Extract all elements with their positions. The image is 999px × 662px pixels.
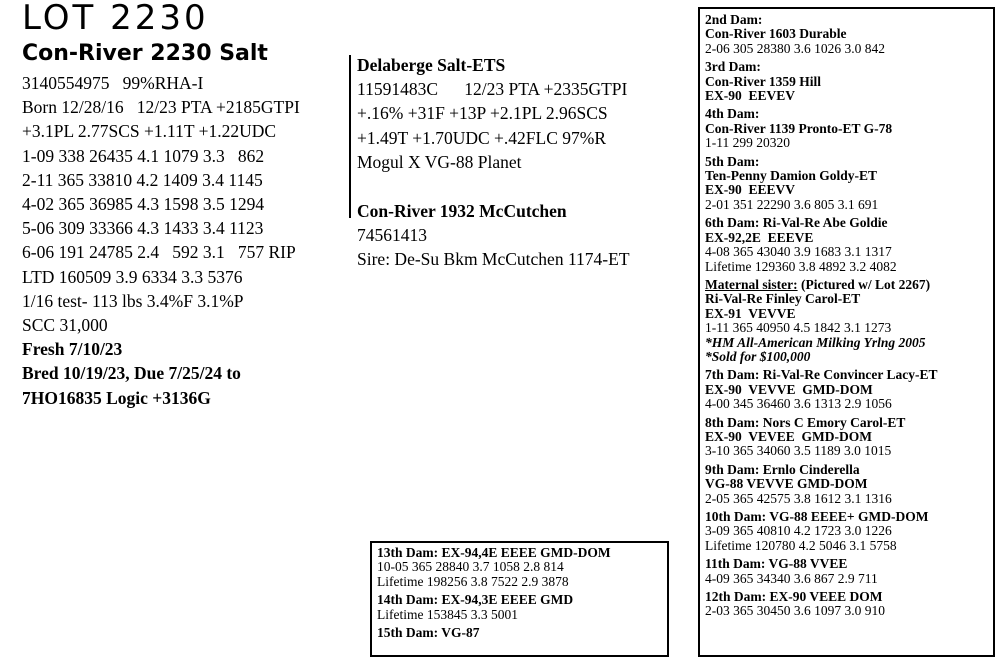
ancestor-heading: VG-88 VEVVE GMD-DOM: [705, 476, 868, 492]
ancestor-record: 10-05 365 28840 3.7 1058 2.8 814: [377, 559, 564, 575]
ancestor-record: Lifetime 129360 3.8 4892 3.2 4082: [705, 258, 897, 274]
pedigree-entry: [705, 463, 993, 506]
record-line: 2-11 365 33810 4.2 1409 3.4 1145: [22, 169, 263, 190]
sire-line: +.16% +31F +13P +2.1PL 2.96SCS: [357, 103, 608, 124]
maternal-sister-heading: EX-91 VEVVE: [705, 305, 796, 321]
record-line: 5-06 309 33366 4.3 1433 3.4 1123: [22, 218, 264, 239]
maternal-sister-note: (Pictured w/ Lot 2267): [797, 276, 931, 292]
ancestor-record: 3-09 365 40810 4.2 1723 3.0 1226: [705, 523, 892, 539]
record-line: 1/16 test- 113 lbs 3.4%F 3.1%P: [22, 290, 244, 311]
ancestor-heading: 15th Dam: VG-87: [377, 625, 480, 641]
ancestor-record: 2-06 305 28380 3.6 1026 3.0 842: [705, 40, 885, 56]
pedigree-entry: [377, 546, 667, 589]
sire-name: Delaberge Salt-ETS: [357, 55, 506, 75]
dam-name: Con-River 1932 McCutchen: [357, 201, 567, 221]
maternal-sister-heading: Ri-Val-Re Finley Carol-ET: [705, 291, 861, 307]
ancestor-heading: EX-90 VEVEE GMD-DOM: [705, 428, 872, 444]
ancestor-record: 2-03 365 30450 3.6 1097 3.0 910: [705, 603, 885, 619]
pedigree-bracket: [349, 55, 351, 218]
record-line: LTD 160509 3.9 6334 3.3 5376: [22, 266, 243, 287]
sire-line: +1.49T +1.70UDC +.42FLC 97%R: [357, 127, 607, 148]
ancestor-heading: 14th Dam: EX-94,3E EEEE GMD: [377, 592, 574, 608]
ancestor-heading: EX-90 VEVVE GMD-DOM: [705, 381, 873, 397]
sire-line: Mogul X VG-88 Planet: [357, 151, 522, 172]
ancestor-heading: 12th Dam: EX-90 VEEE DOM: [705, 589, 883, 605]
record-line: Born 12/28/16 12/23 PTA +2185GTPI: [22, 97, 300, 118]
ancestor-heading: Ten-Penny Damion Goldy-ET: [705, 168, 878, 184]
record-line: 4-02 365 36985 4.3 1598 3.5 1294: [22, 194, 265, 215]
pedigree-entry: [705, 368, 993, 411]
ancestor-heading: 5th Dam:: [705, 153, 760, 169]
pedigree-entry: [705, 216, 993, 274]
breeding-info: Bred 10/19/23, Due 7/25/24 to: [22, 363, 241, 384]
dam-line: 74561413: [357, 225, 427, 246]
ancestor-heading: Con-River 1139 Pronto-ET G-78: [705, 120, 893, 136]
maternal-sister-label: Maternal sister:: [705, 276, 798, 292]
maternal-sister-heading: [705, 278, 993, 292]
sire-line: 11591483C 12/23 PTA +2335GTPI: [357, 79, 628, 100]
ancestor-record: 4-09 365 34340 3.6 867 2.9 711: [705, 570, 878, 586]
ancestor-record: 1-11 299 20320: [705, 135, 790, 151]
ancestor-heading: 6th Dam: Ri-Val-Re Abe Goldie: [705, 215, 888, 231]
pedigree-entry: [377, 593, 667, 622]
record-line: 3140554975 99%RHA-I: [22, 73, 204, 93]
ancestor-record: Lifetime 120780 4.2 5046 3.1 5758: [705, 537, 897, 553]
record-line: SCC 31,000: [22, 315, 108, 336]
sire-info: [357, 53, 627, 174]
ancestor-heading: 9th Dam: Ernlo Cinderella: [705, 461, 860, 477]
record-line: 6-06 191 24785 2.4 592 3.1 757 RIP: [22, 242, 296, 263]
maternal-sister-record: 1-11 365 40950 4.5 1842 3.1 1273: [705, 320, 892, 336]
pedigree-entry: [705, 510, 993, 553]
ancestor-heading: EX-90 EEEVV: [705, 182, 796, 198]
ancestor-heading: 3rd Dam:: [705, 59, 761, 75]
lot-number: LOT 2230: [22, 0, 209, 38]
ancestor-record: Lifetime 153845 3.3 5001: [377, 606, 518, 622]
cow-record: [22, 71, 300, 410]
ancestor-record: Lifetime 198256 3.8 7522 2.9 3878: [377, 573, 569, 589]
pedigree-entry: [705, 60, 993, 103]
service-sire: 7HO16835 Logic +3136G: [22, 387, 211, 408]
ancestor-record: 4-00 345 36460 3.6 1313 2.9 1056: [705, 396, 892, 412]
ancestor-heading: 13th Dam: EX-94,4E EEEE GMD-DOM: [377, 545, 611, 560]
ancestor-record: 2-01 351 22290 3.6 805 3.1 691: [705, 196, 879, 212]
cow-name: Con-River 2230 Salt: [22, 41, 268, 66]
ancestor-heading: 2nd Dam:: [705, 12, 763, 27]
record-line: +3.1PL 2.77SCS +1.11T +1.22UDC: [22, 121, 277, 142]
ancestor-record: 4-08 365 43040 3.9 1683 3.1 1317: [705, 244, 892, 260]
ancestor-heading: EX-92,2E EEEVE: [705, 229, 814, 245]
ancestor-record: 3-10 365 34060 3.5 1189 3.0 1015: [705, 443, 892, 459]
pedigree-entry: [705, 590, 993, 619]
ancestor-heading: Con-River 1603 Durable: [705, 26, 847, 42]
ancestor-record: 2-05 365 42575 3.8 1612 3.1 1316: [705, 490, 892, 506]
extended-pedigree-box: [370, 541, 669, 657]
maternal-sister-award: *HM All-American Milking Yrlng 2005: [705, 334, 926, 350]
ancestor-heading: 7th Dam: Ri-Val-Re Convincer Lacy-ET: [705, 367, 938, 383]
ancestor-heading: Con-River 1359 Hill: [705, 73, 821, 89]
pedigree-entry: [705, 416, 993, 459]
fresh-date: Fresh 7/10/23: [22, 339, 123, 360]
dam-info: [357, 199, 630, 272]
ancestor-heading: 8th Dam: Nors C Emory Carol-ET: [705, 414, 906, 430]
maternal-sister-entry: [705, 278, 993, 364]
pedigree-entry: [705, 155, 993, 213]
ancestor-heading: EX-90 EEVEV: [705, 88, 796, 104]
ancestor-heading: 10th Dam: VG-88 EEEE+ GMD-DOM: [705, 509, 929, 524]
pedigree-entry: [705, 13, 993, 56]
pedigree-entry: [705, 107, 993, 150]
maternal-sister-award: *Sold for $100,000: [705, 348, 811, 364]
pedigree-entry: [705, 557, 993, 586]
ancestor-heading: 4th Dam:: [705, 106, 760, 122]
ancestor-heading: 11th Dam: VG-88 VVEE: [705, 556, 848, 572]
record-line: 1-09 338 26435 4.1 1079 3.3 862: [22, 145, 265, 166]
dam-pedigree-box: [698, 7, 995, 657]
pedigree-entry: [377, 626, 667, 640]
dam-line: Sire: De-Su Bkm McCutchen 1174-ET: [357, 249, 630, 270]
